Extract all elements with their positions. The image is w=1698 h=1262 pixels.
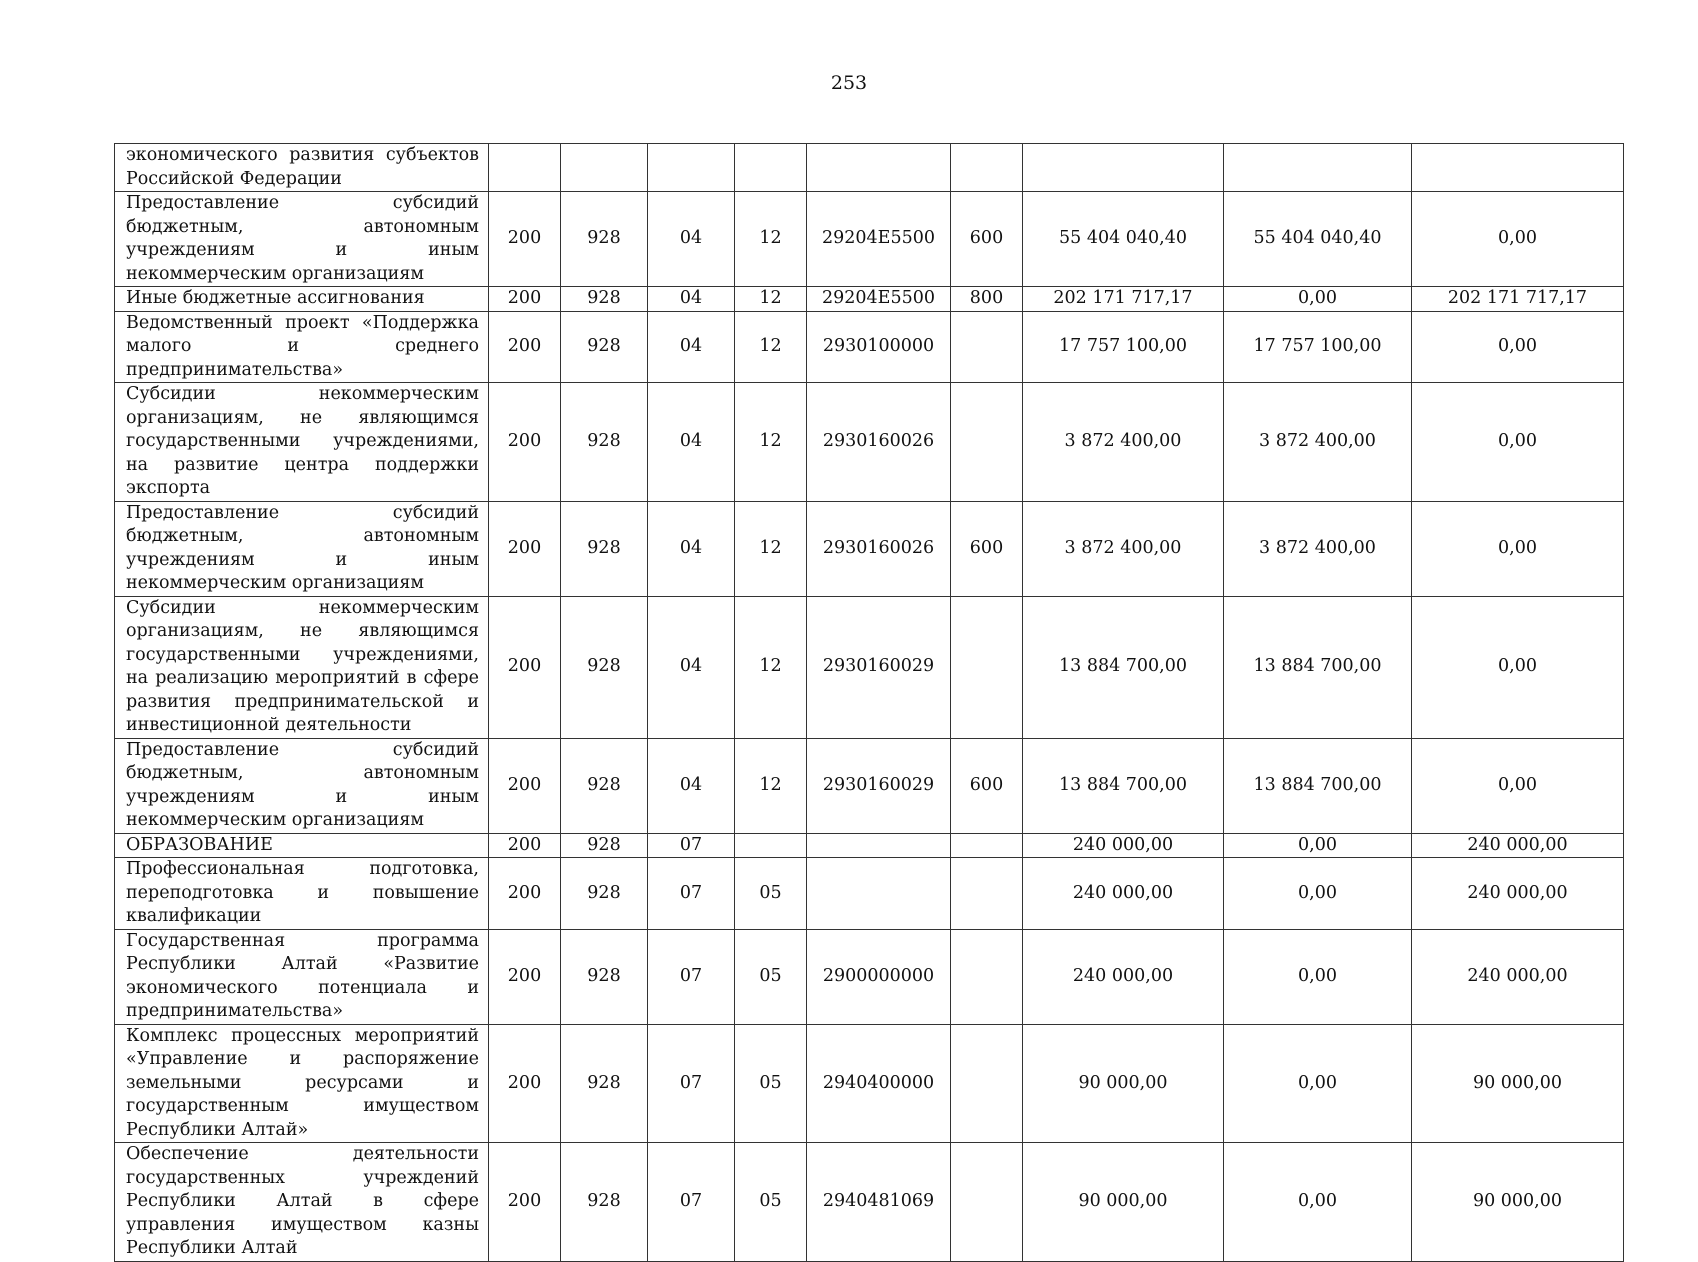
cell-name: Субсидии некоммерческим организациям, не являющимся государственными учреждениями, на развитие центра поддержки экспорта xyxy=(115,383,489,502)
cell-exp-type: 800 xyxy=(951,287,1023,312)
table-row xyxy=(115,383,1624,502)
cell-ministry: 928 xyxy=(561,192,648,287)
cell-admin: 200 xyxy=(489,858,561,930)
cell-subsection: 12 xyxy=(735,501,807,596)
cell-target: 29204E5500 xyxy=(807,192,951,287)
cell-federal: 55 404 040,40 xyxy=(1224,192,1412,287)
cell-section: 04 xyxy=(648,383,735,502)
cell-admin: 200 xyxy=(489,192,561,287)
cell-total: 240 000,00 xyxy=(1023,929,1224,1024)
cell-total: 202 171 717,17 xyxy=(1023,287,1224,312)
cell-section: 07 xyxy=(648,1024,735,1143)
cell-regional: 90 000,00 xyxy=(1412,1143,1624,1262)
cell-regional: 0,00 xyxy=(1412,738,1624,833)
table-row xyxy=(115,833,1624,858)
cell-subsection: 12 xyxy=(735,287,807,312)
cell-subsection: 12 xyxy=(735,311,807,383)
cell-section: 07 xyxy=(648,858,735,930)
cell-name: Субсидии некоммерческим организациям, не являющимся государственными учреждениями, на реализацию мероприятий в сфере развития предпринимательской и инвестиционной деятельности xyxy=(115,596,489,738)
cell-federal: 3 872 400,00 xyxy=(1224,383,1412,502)
cell-total: 13 884 700,00 xyxy=(1023,596,1224,738)
cell-subsection xyxy=(735,833,807,858)
cell-section: 07 xyxy=(648,929,735,1024)
table-row xyxy=(115,858,1624,930)
cell-ministry: 928 xyxy=(561,501,648,596)
cell-subsection: 12 xyxy=(735,596,807,738)
cell-total: 13 884 700,00 xyxy=(1023,738,1224,833)
table-row xyxy=(115,1143,1624,1262)
cell-total: 3 872 400,00 xyxy=(1023,501,1224,596)
cell-ministry: 928 xyxy=(561,383,648,502)
cell-name: Ведомственный проект «Поддержка малого и среднего предпринимательства» xyxy=(115,311,489,383)
cell-target: 29204E5500 xyxy=(807,287,951,312)
cell-admin: 200 xyxy=(489,596,561,738)
cell-subsection: 12 xyxy=(735,738,807,833)
cell-regional: 0,00 xyxy=(1412,311,1624,383)
cell-target xyxy=(807,858,951,930)
cell-federal: 17 757 100,00 xyxy=(1224,311,1412,383)
cell-section: 04 xyxy=(648,501,735,596)
cell-admin: 200 xyxy=(489,311,561,383)
cell-subsection: 12 xyxy=(735,192,807,287)
cell-exp-type: 600 xyxy=(951,738,1023,833)
cell-name: Государственная программа Республики Алтай «Развитие экономического потенциала и предпринимательства» xyxy=(115,929,489,1024)
cell-subsection: 05 xyxy=(735,1024,807,1143)
cell-subsection: 05 xyxy=(735,858,807,930)
cell-federal: 0,00 xyxy=(1224,929,1412,1024)
cell-subsection: 05 xyxy=(735,1143,807,1262)
cell-admin: 200 xyxy=(489,738,561,833)
cell-exp-type xyxy=(951,858,1023,930)
cell-target: 2940481069 xyxy=(807,1143,951,1262)
cell-ministry: 928 xyxy=(561,287,648,312)
cell-target: 2900000000 xyxy=(807,929,951,1024)
cell-federal xyxy=(1224,144,1412,192)
cell-target: 2930160029 xyxy=(807,738,951,833)
cell-exp-type xyxy=(951,1024,1023,1143)
cell-total: 90 000,00 xyxy=(1023,1143,1224,1262)
cell-name: Профессиональная подготовка, переподготовка и повышение квалификации xyxy=(115,858,489,930)
cell-admin: 200 xyxy=(489,383,561,502)
cell-admin: 200 xyxy=(489,833,561,858)
cell-name: Предоставление субсидий бюджетным, автономным учреждениям и иным некоммерческим организациям xyxy=(115,501,489,596)
cell-target: 2940400000 xyxy=(807,1024,951,1143)
cell-total: 17 757 100,00 xyxy=(1023,311,1224,383)
cell-section: 04 xyxy=(648,596,735,738)
cell-ministry: 928 xyxy=(561,596,648,738)
cell-subsection xyxy=(735,144,807,192)
cell-name: Иные бюджетные ассигнования xyxy=(115,287,489,312)
table-row xyxy=(115,144,1624,192)
cell-target: 2930160029 xyxy=(807,596,951,738)
cell-ministry xyxy=(561,144,648,192)
cell-federal: 13 884 700,00 xyxy=(1224,738,1412,833)
cell-exp-type: 600 xyxy=(951,192,1023,287)
cell-target xyxy=(807,144,951,192)
cell-exp-type xyxy=(951,929,1023,1024)
cell-regional: 90 000,00 xyxy=(1412,1024,1624,1143)
cell-exp-type: 600 xyxy=(951,501,1023,596)
cell-regional: 240 000,00 xyxy=(1412,858,1624,930)
cell-subsection: 12 xyxy=(735,383,807,502)
cell-exp-type xyxy=(951,311,1023,383)
table-row xyxy=(115,596,1624,738)
cell-admin xyxy=(489,144,561,192)
cell-ministry: 928 xyxy=(561,1024,648,1143)
cell-total: 240 000,00 xyxy=(1023,858,1224,930)
budget-table xyxy=(114,143,1624,1262)
table-row xyxy=(115,929,1624,1024)
cell-ministry: 928 xyxy=(561,311,648,383)
cell-name: Предоставление субсидий бюджетным, автономным учреждениям и иным некоммерческим организациям xyxy=(115,192,489,287)
cell-regional: 0,00 xyxy=(1412,383,1624,502)
cell-name: Обеспечение деятельности государственных учреждений Республики Алтай в сфере управления имуществом казны Республики Алтай xyxy=(115,1143,489,1262)
cell-target: 2930100000 xyxy=(807,311,951,383)
cell-regional xyxy=(1412,144,1624,192)
cell-subsection: 05 xyxy=(735,929,807,1024)
table-row xyxy=(115,311,1624,383)
cell-federal: 0,00 xyxy=(1224,1143,1412,1262)
cell-total xyxy=(1023,144,1224,192)
cell-regional: 240 000,00 xyxy=(1412,929,1624,1024)
cell-total: 90 000,00 xyxy=(1023,1024,1224,1143)
cell-total: 3 872 400,00 xyxy=(1023,383,1224,502)
cell-admin: 200 xyxy=(489,1143,561,1262)
cell-federal: 3 872 400,00 xyxy=(1224,501,1412,596)
cell-section: 07 xyxy=(648,833,735,858)
cell-regional: 202 171 717,17 xyxy=(1412,287,1624,312)
cell-name: экономического развития субъектов Российской Федерации xyxy=(115,144,489,192)
cell-total: 55 404 040,40 xyxy=(1023,192,1224,287)
cell-total: 240 000,00 xyxy=(1023,833,1224,858)
cell-admin: 200 xyxy=(489,287,561,312)
cell-exp-type xyxy=(951,596,1023,738)
cell-section: 04 xyxy=(648,192,735,287)
cell-target xyxy=(807,833,951,858)
cell-exp-type xyxy=(951,833,1023,858)
page-number: 253 xyxy=(830,72,868,94)
cell-admin: 200 xyxy=(489,1024,561,1143)
table-row xyxy=(115,738,1624,833)
cell-section: 07 xyxy=(648,1143,735,1262)
cell-section: 04 xyxy=(648,738,735,833)
cell-federal: 0,00 xyxy=(1224,858,1412,930)
cell-federal: 0,00 xyxy=(1224,287,1412,312)
table-row xyxy=(115,192,1624,287)
cell-name: Предоставление субсидий бюджетным, автономным учреждениям и иным некоммерческим организациям xyxy=(115,738,489,833)
table-row xyxy=(115,287,1624,312)
cell-admin: 200 xyxy=(489,929,561,1024)
cell-ministry: 928 xyxy=(561,833,648,858)
cell-ministry: 928 xyxy=(561,929,648,1024)
cell-admin: 200 xyxy=(489,501,561,596)
cell-section: 04 xyxy=(648,311,735,383)
cell-exp-type xyxy=(951,383,1023,502)
cell-name: ОБРАЗОВАНИЕ xyxy=(115,833,489,858)
cell-exp-type xyxy=(951,1143,1023,1262)
cell-ministry: 928 xyxy=(561,738,648,833)
cell-regional: 0,00 xyxy=(1412,596,1624,738)
cell-regional: 240 000,00 xyxy=(1412,833,1624,858)
cell-federal: 0,00 xyxy=(1224,833,1412,858)
cell-ministry: 928 xyxy=(561,858,648,930)
cell-ministry: 928 xyxy=(561,1143,648,1262)
cell-regional: 0,00 xyxy=(1412,192,1624,287)
cell-section: 04 xyxy=(648,287,735,312)
cell-name: Комплекс процессных мероприятий «Управление и распоряжение земельными ресурсами и государственным имуществом Республики Алтай» xyxy=(115,1024,489,1143)
cell-section xyxy=(648,144,735,192)
cell-federal: 0,00 xyxy=(1224,1024,1412,1143)
cell-exp-type xyxy=(951,144,1023,192)
cell-regional: 0,00 xyxy=(1412,501,1624,596)
cell-federal: 13 884 700,00 xyxy=(1224,596,1412,738)
table-row xyxy=(115,501,1624,596)
table-row xyxy=(115,1024,1624,1143)
cell-target: 2930160026 xyxy=(807,501,951,596)
cell-target: 2930160026 xyxy=(807,383,951,502)
